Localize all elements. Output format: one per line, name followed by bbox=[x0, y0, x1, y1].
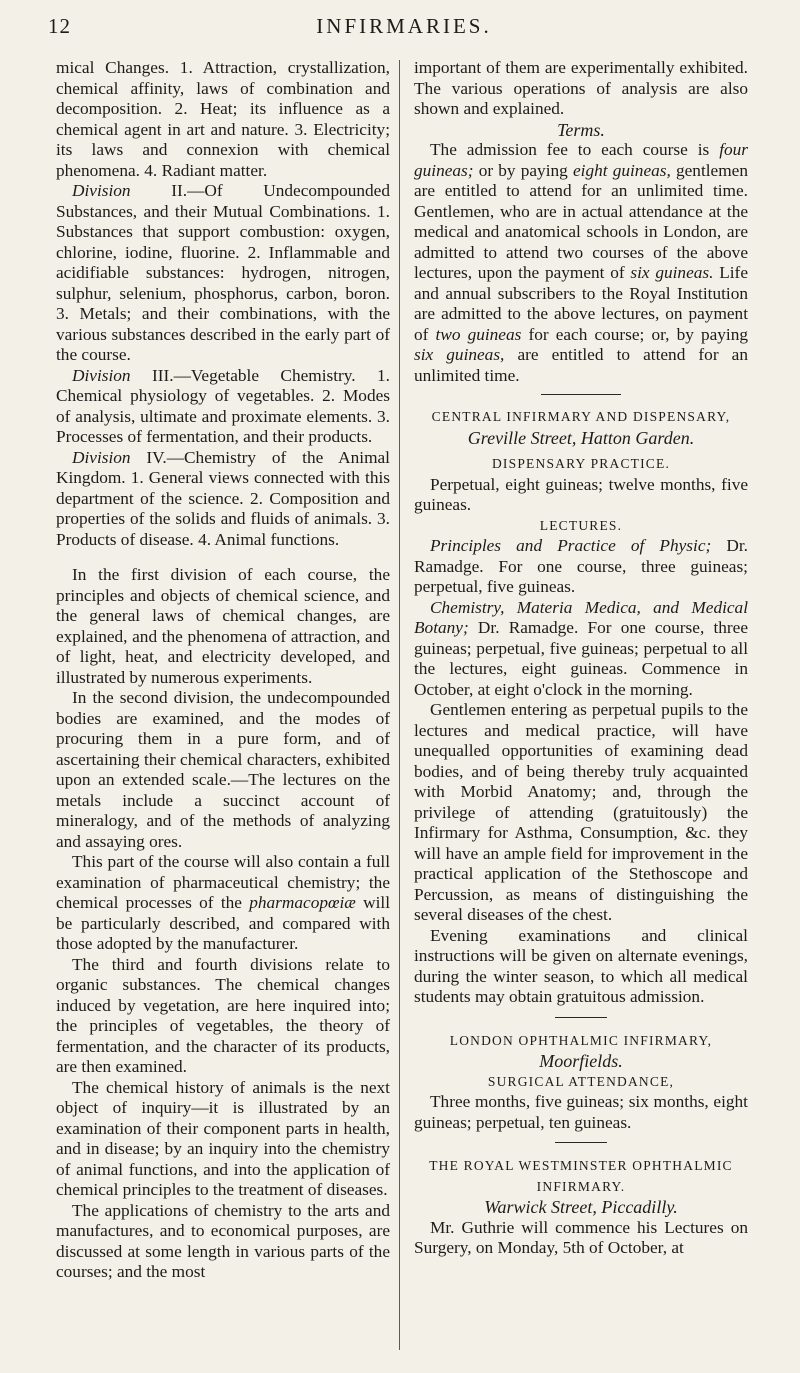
column-divider bbox=[399, 60, 400, 1350]
terms-paragraph: The admission fee to each course is four guineas; or by paying eight guineas, gentlemen are entitled to attend for an unlimited time. Gentlemen, who are in actual attendance at the medical and anatomical schools in London, are admitted to attend two courses of the above lectures, upon the payment of six guineas. Life and annual subscribers to the Royal Institution are admitted to the above lectures, on payment of two guineas for each course; or, by paying six guineas, are entitled to attend for an unlimited time. bbox=[414, 140, 748, 385]
division-3-paragraph: Division III.—Vegetable Chemistry. 1. Chemical physiology of vegetables. 2. Modes of analysis, ultimate and proximate elements. 3. Processes of fermentation, and their products. bbox=[56, 365, 391, 446]
section-title: THE ROYAL WESTMINSTER OPHTHALMIC INFIRMARY. bbox=[429, 1158, 733, 1194]
paragraph: Perpetual, eight guineas; twelve months, five guineas. bbox=[414, 474, 748, 514]
paragraph: Three months, five guineas; six months, eight guineas; perpetual, ten guineas. bbox=[414, 1092, 748, 1132]
subheading: DISPENSARY PRACTICE. bbox=[491, 456, 671, 471]
paragraph: Mr. Guthrie will commence his Lectures on Surgery, on Monday, 5th of October, at bbox=[414, 1217, 748, 1257]
division-2-paragraph: Division II.—Of Undecompounded Substances, and their Mutual Combinations. 1. Substances that support combustion: oxygen, chlorine, iodine, fluorine. 2. Inflammable and acidifiable substances: hydrogen, nitrogen, sulphur, selenium, phosphorus, carbon, boron. 3. Metals; and their combinations, with the various substances described in the early part of the course. bbox=[56, 181, 390, 364]
section-title: LONDON OPHTHALMIC INFIRMARY, bbox=[449, 1032, 713, 1048]
section-subtitle: Greville Street, Hatton Garden. bbox=[467, 427, 695, 448]
left-column bbox=[56, 58, 390, 1283]
page-header bbox=[48, 14, 760, 50]
paragraph: The third and fourth divisions relate to organic substances. The chemical changes induced by vegetation, are here inquired into; the principles of vegetables, the theory of fermentation, and the character of its products, are then examined. bbox=[56, 954, 390, 1076]
paragraph: In the first division of each course, the principles and objects of chemical science, and the general laws of chemical changes, are explained, and the phenomena of attraction, and of light, heat, and electricity developed, and illustrated by numerous experiments. bbox=[56, 565, 390, 687]
paragraph: This part of the course will also contain a full examination of pharmaceutical chemistry; the chemical processes of the pharmacopœiæ will be particularly described, and compared with those adopted by the manufacturer. bbox=[56, 852, 391, 953]
paragraph: important of them are experimentally exhibited. The various operations of analysis are also shown and explained. bbox=[414, 58, 748, 118]
running-head: INFIRMARIES. bbox=[316, 14, 492, 38]
page-number: 12 bbox=[48, 14, 71, 38]
paragraph: Principles and Practice of Physic; Dr. Ramadge. For one course, three guineas; perpetual, five guineas. bbox=[414, 536, 749, 596]
section-subtitle: Warwick Street, Piccadilly. bbox=[484, 1197, 678, 1217]
terms-heading: Terms. bbox=[557, 119, 605, 140]
subheading: SURGICAL ATTENDANCE, bbox=[487, 1073, 675, 1089]
right-column bbox=[414, 58, 748, 1259]
paragraph: Chemistry, Materia Medica, and Medical Botany; Dr. Ramadge. For one course, three guineas; perpetual, five guineas; perpetual to all the lectures, eight guineas. Commence in October, at eight o'clock in the morning. bbox=[414, 597, 748, 699]
paragraph: Gentlemen entering as perpetual pupils to the lectures and medical practice, will have unequalled opportunities of examining dead bodies, and of being thereby truly acquainted with Morbid Anatomy; and, through the privilege of attending (gratuitously) the Infirmary for Asthma, Consumption, &c. they will have an ample field for improvement in the practical application of the Stethoscope and Percussion, as means of distinguishing the several diseases of the chest. bbox=[414, 700, 748, 924]
subheading: LECTURES. bbox=[539, 517, 623, 533]
paragraph: Evening examinations and clinical instructions will be given on alternate evenings, during the winter season, to which all medical students may obtain gratuitous admission. bbox=[414, 925, 748, 1006]
paragraph: The chemical history of animals is the next object of inquiry—it is illustrated by an examination of their component parts in health, and in disease; by an inquiry into the chemistry of animal functions, and into the application of chemical principles to the treatment of diseases. bbox=[56, 1077, 390, 1199]
paragraph: The applications of chemistry to the arts and manufactures, and to economical purposes, are discussed at some length in various parts of the courses; and the most bbox=[56, 1200, 390, 1281]
section-rule bbox=[555, 1017, 607, 1018]
paragraph: mical Changes. 1. Attraction, crystallization, chemical affinity, laws of combination and decomposition. 2. Heat; its influence as a chemical agent in art and nature. 3. Electricity; its laws and connexion with chemical phenomena. 4. Radiant matter. bbox=[56, 58, 390, 180]
section-rule bbox=[555, 1142, 607, 1143]
section-subtitle: Moorfields. bbox=[539, 1051, 623, 1071]
section-rule bbox=[541, 394, 621, 395]
paragraph: In the second division, the undecompounded bodies are examined, and the modes of procuring them in a pure form, and of ascertaining their chemical characters, exhibited upon an extended scale.—The lectures on the metals include a succinct account of mineralogy, and of the methods of analyzing and assaying ores. bbox=[56, 688, 390, 851]
section-title: CENTRAL INFIRMARY AND DISPENSARY, bbox=[431, 409, 731, 424]
division-4-paragraph: Division IV.—Chemistry of the Animal Kingdom. 1. General views connected with this department of the science. 2. Composition and properties of the solids and fluids of animals. 3. Products of disease. 4. Animal functions. bbox=[56, 447, 390, 549]
